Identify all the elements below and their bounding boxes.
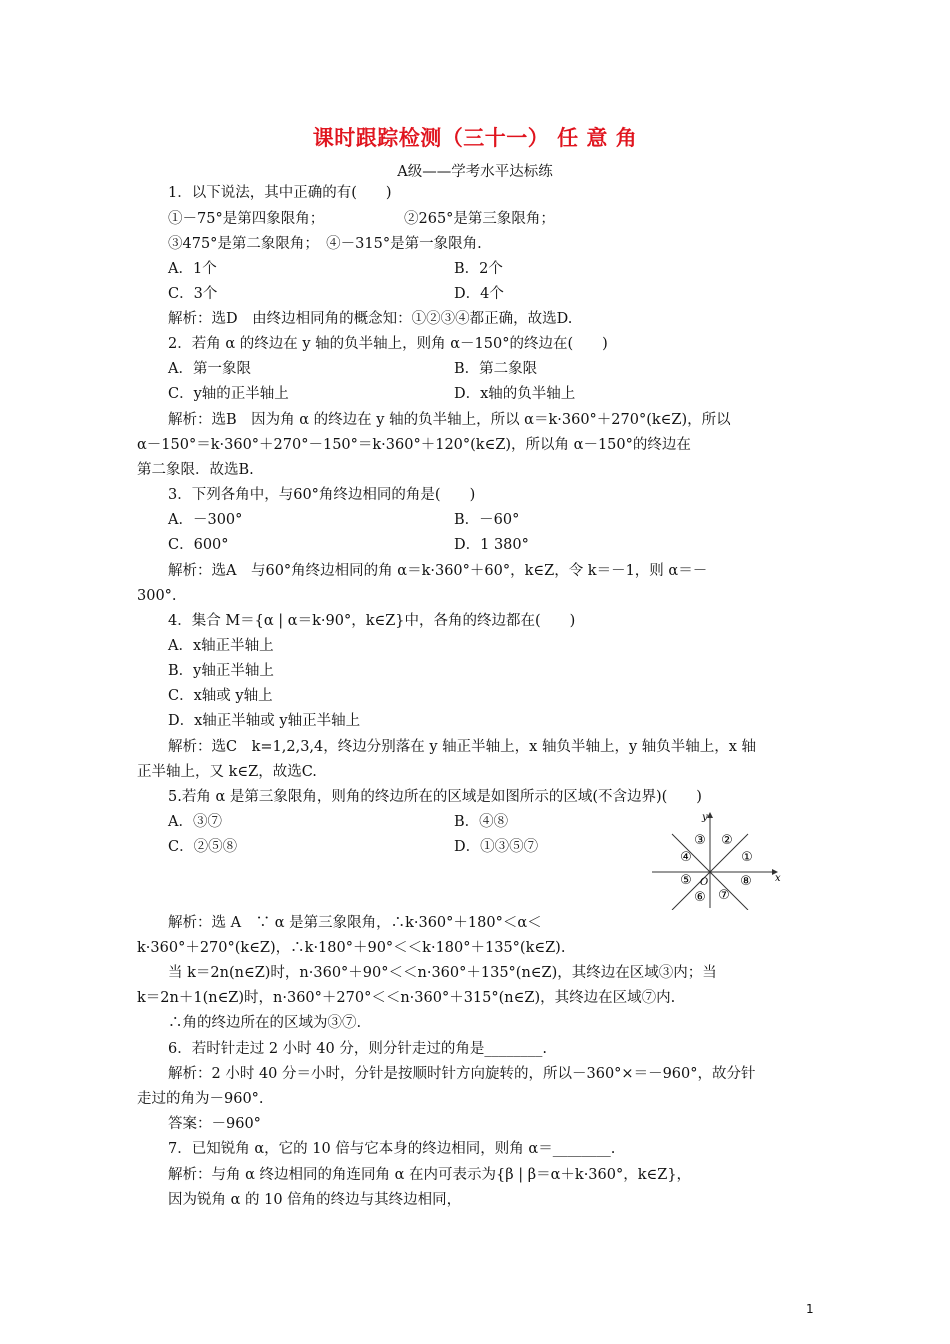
q6-stem: 6．若时针走过 2 小时 40 分，则分针走过的角是________. (168, 1041, 547, 1057)
region-label-1: ① (741, 850, 753, 865)
region-label-2: ② (721, 833, 733, 848)
q1-statement-3-4: ③475°是第二象限角； ④－315°是第一象限角. (168, 236, 482, 252)
q1-option-d: D．4个 (454, 286, 504, 302)
q1-option-c: C．3个 (168, 286, 218, 302)
region-label-7: ⑦ (718, 888, 730, 903)
q5-option-a: A．③⑦ (168, 814, 222, 830)
q2-solution-line-2: α－150°＝k·360°＋270°－150°＝k·360°＋120°(k∈Z)，所以角 α－150°的终边在 (137, 437, 691, 453)
region-label-8: ⑧ (740, 874, 752, 889)
x-axis-label: x (775, 873, 781, 884)
q3-solution-line-2: 300°. (137, 588, 177, 604)
q5-option-d: D．①③⑤⑦ (454, 839, 539, 855)
q7-solution-line-2: 因为锐角 α 的 10 倍角的终边与其终边相同， (168, 1192, 462, 1208)
q3-option-d: D．1 380° (454, 537, 529, 553)
q2-solution-line-1: 解析：选B 因为角 α 的终边在 y 轴的负半轴上，所以 α＝k·360°＋270°(k∈Z)，所以 (168, 412, 731, 428)
y-axis-arrow (707, 812, 713, 818)
q4-option-d: D．x轴正半轴或 y轴正半轴上 (168, 713, 361, 729)
q3-option-b: B．－60° (454, 512, 520, 528)
q5-solution-line-4: k＝2n＋1(n∈Z)时，n·360°＋270°＜＜n·360°＋315°(n∈Z)，其终边在区域⑦内. (137, 990, 676, 1006)
q2-option-d: D．x轴的负半轴上 (454, 386, 576, 402)
q6-solution-line-2: 走过的角为－960°. (137, 1091, 264, 1107)
q1-statement-1: ①－75°是第四象限角； (168, 211, 325, 227)
q5-solution-line-1: 解析：选 A ∵ α 是第三象限角，∴k·360°＋180°＜α＜ (168, 915, 542, 931)
q7-solution-line-1: 解析：与角 α 终边相同的角连同角 α 在内可表示为{β | β＝α＋k·360°，k∈Z}， (168, 1167, 692, 1183)
q3-option-c: C．600° (168, 537, 229, 553)
q4-option-c: C．x轴或 y轴上 (168, 688, 273, 704)
q4-solution-line-2: 正半轴上，又 k∈Z，故选C. (137, 764, 317, 780)
region-label-4: ④ (680, 850, 692, 865)
q4-stem: 4．集合 M＝{α | α＝k·90°，k∈Z}中，各角的终边都在( ) (168, 613, 576, 629)
q7-stem: 7．已知锐角 α，它的 10 倍与它本身的终边相同，则角 α＝________. (168, 1141, 616, 1157)
q2-option-a: A．第一象限 (168, 361, 251, 377)
q5-option-b: B．④⑧ (454, 814, 509, 830)
q4-solution-line-1: 解析：选C k=1,2,3,4，终边分别落在 y 轴正半轴上，x 轴负半轴上，y 轴负半轴上，x 轴 (168, 739, 757, 755)
origin-label: O (700, 877, 709, 888)
page-title: 课时跟踪检测（三十一） 任 意 角 (312, 126, 638, 150)
q4-option-b: B．y轴正半轴上 (168, 663, 274, 679)
q5-stem: 5.若角 α 是第三象限角，则角的终边所在的区域是如图所示的区域(不含边界)( ) (168, 789, 702, 805)
q5-solution-line-2: k·360°＋270°(k∈Z)，∴k·180°＋90°＜＜k·180°＋135°(k∈Z). (137, 940, 566, 956)
region-label-6: ⑥ (694, 890, 706, 905)
q5-solution-line-3: 当 k＝2n(n∈Z)时，n·360°＋90°＜＜n·360°＋135°(n∈Z)，其终边在区域③内；当 (168, 965, 717, 981)
q3-option-a: A．－300° (168, 512, 243, 528)
q1-solution: 解析：选D 由终边相同角的概念知：①②③④都正确，故选D. (168, 311, 573, 327)
q4-option-a: A．x轴正半轴上 (168, 638, 274, 654)
q3-solution-line-1: 解析：选A 与60°角终边相同的角 α＝k·360°＋60°，k∈Z，令 k＝－1，则 α＝－ (168, 563, 708, 579)
q1-stem: 1．以下说法，其中正确的有( ) (168, 185, 392, 201)
y-axis-label: y (702, 812, 708, 823)
q6-solution-line-1: 解析：2 小时 40 分＝小时，分针是按顺时针方向旋转的，所以－360°×＝－960°，故分针 (168, 1066, 756, 1082)
region-label-3: ③ (694, 833, 706, 848)
q5-option-c: C．②⑤⑧ (168, 839, 238, 855)
q1-option-a: A．1个 (168, 261, 217, 277)
angle-region-diagram (650, 810, 782, 910)
q1-statement-2: ②265°是第三象限角； (404, 211, 555, 227)
q2-option-b: B．第二象限 (454, 361, 538, 377)
q1-option-b: B．2个 (454, 261, 503, 277)
q6-answer: 答案：－960° (168, 1116, 261, 1132)
region-label-5: ⑤ (680, 873, 692, 888)
q5-solution-line-5: ∴角的终边所在的区域为③⑦. (168, 1015, 362, 1031)
section-subtitle: A级——学考水平达标练 (397, 164, 553, 180)
q3-stem: 3．下列各角中，与60°角终边相同的角是( ) (168, 487, 476, 503)
q2-option-c: C．y轴的正半轴上 (168, 386, 289, 402)
q2-solution-line-3: 第二象限．故选B. (137, 462, 254, 478)
q2-stem: 2．若角 α 的终边在 y 轴的负半轴上，则角 α－150°的终边在( ) (168, 336, 608, 352)
page-number: 1 (806, 1302, 814, 1316)
